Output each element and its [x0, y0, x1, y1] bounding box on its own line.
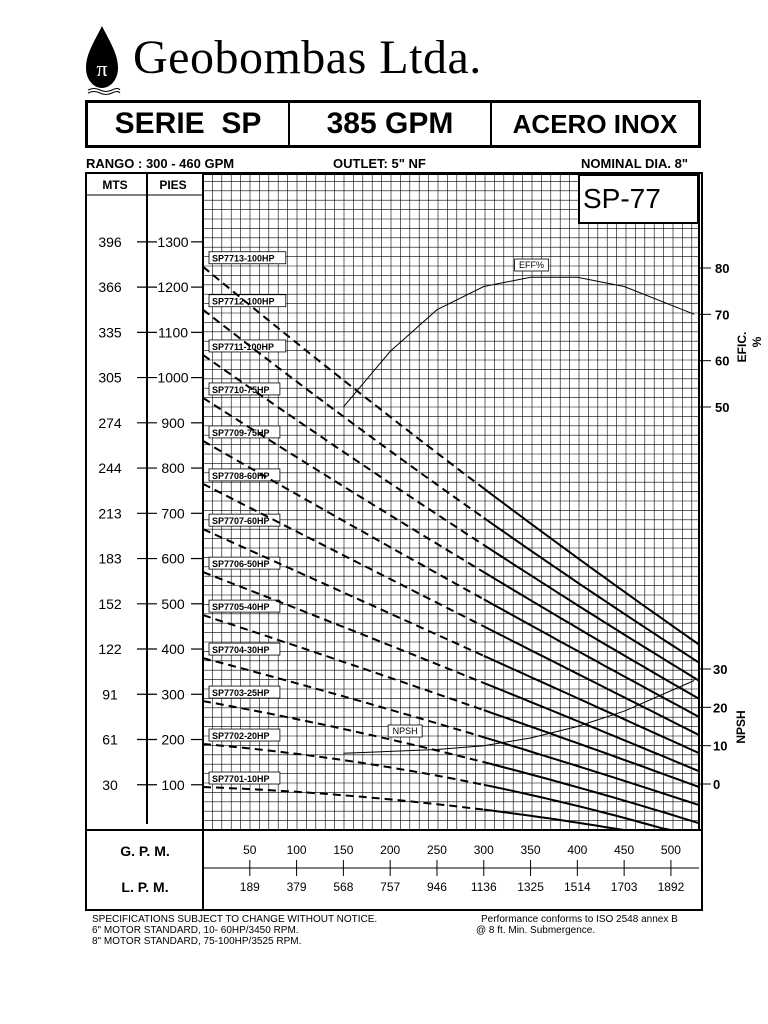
mts-tick-label: 183 — [98, 550, 122, 567]
curve-label: SP7712-100HP — [212, 296, 275, 307]
mts-tick-label: 61 — [102, 731, 118, 748]
gpm-tick-label: 200 — [380, 843, 401, 857]
curve-label: SP7711-100HP — [212, 341, 275, 352]
outlet-label: OUTLET: 5" NF — [333, 156, 426, 171]
lpm-axis-label: L. P. M. — [121, 879, 169, 895]
mts-tick-label: 152 — [98, 595, 122, 612]
mts-tick-label: 396 — [98, 233, 122, 250]
pies-tick-label: 500 — [161, 595, 185, 612]
lpm-tick-label: 1136 — [470, 880, 497, 894]
mts-tick-label: 366 — [98, 279, 122, 296]
gpm-tick-label: 350 — [520, 843, 541, 857]
gpm-tick-label: 150 — [333, 843, 354, 857]
curve-label: SP7709-75HP — [212, 427, 270, 438]
model-label: SP-77 — [583, 183, 661, 214]
head-curve-dashed — [203, 572, 484, 683]
npsh-tick-label: 0 — [713, 777, 721, 792]
lpm-tick-label: 379 — [286, 880, 307, 894]
footer-line: Performance conforms to ISO 2548 annex B — [481, 914, 678, 925]
nominal-dia-label: NOMINAL DIA. 8" — [581, 156, 689, 171]
mts-tick-label: 122 — [98, 641, 122, 658]
efficiency-curve — [343, 277, 694, 407]
footer-right — [476, 914, 678, 936]
gpm-axis-label: G. P. M. — [120, 843, 170, 859]
mts-tick-label: 274 — [98, 414, 122, 431]
flow-label: 385 GPM — [290, 103, 492, 145]
pies-tick-label: 900 — [161, 414, 185, 431]
mts-axis-label: MTS — [102, 178, 128, 192]
footer-line: 8" MOTOR STANDARD, 75-100HP/3525 RPM. — [92, 936, 302, 947]
lpm-tick-label: 1703 — [610, 880, 638, 894]
mts-tick-label: 305 — [98, 369, 122, 386]
npsh-tick-label: 20 — [713, 700, 728, 716]
title-box — [85, 100, 701, 148]
pies-tick-label: 300 — [161, 686, 185, 703]
pies-tick-label: 800 — [161, 460, 185, 477]
mts-tick-label: 30 — [102, 776, 118, 793]
efic-tick-label: 80 — [715, 261, 730, 276]
pump-curve-chart — [85, 172, 764, 912]
efic-axis-unit: % — [750, 336, 764, 348]
rango-label: RANGO : 300 - 460 GPM — [86, 156, 235, 171]
curve-label: SP7702-20HP — [212, 731, 270, 742]
pies-tick-label: 600 — [161, 550, 185, 567]
lpm-tick-label: 757 — [380, 880, 401, 894]
curve-label: SP7701-10HP — [212, 774, 270, 785]
serie-label: SERIE SP — [88, 103, 290, 145]
lpm-tick-label: 1514 — [563, 880, 591, 894]
gpm-tick-label: 100 — [286, 843, 307, 857]
curve-label: SP7713-100HP — [212, 253, 275, 264]
efic-tick-label: 50 — [715, 400, 730, 415]
lpm-tick-label: 568 — [333, 880, 354, 894]
gpm-tick-label: 300 — [473, 843, 494, 857]
npsh-axis-label: NPSH — [734, 710, 748, 744]
mts-tick-label: 91 — [102, 686, 118, 703]
head-curve-solid — [484, 599, 699, 717]
footer-line: SPECIFICATIONS SUBJECT TO CHANGE WITHOUT NOTICE. — [92, 914, 378, 925]
mts-tick-label: 244 — [98, 460, 122, 477]
gpm-tick-label: 500 — [660, 843, 681, 857]
npsh-curve-label: NPSH — [392, 726, 418, 736]
pies-axis-label: PIES — [159, 178, 187, 192]
efic-axis-label: EFIC. — [735, 331, 749, 363]
pies-tick-label: 200 — [161, 731, 185, 748]
pies-tick-label: 1200 — [157, 279, 189, 296]
gpm-tick-label: 50 — [243, 843, 257, 857]
curve-label: SP7708-60HP — [212, 470, 270, 481]
footer-line: @ 8 ft. Min. Submergence. — [476, 925, 596, 936]
head-curve-dashed — [203, 398, 484, 572]
curve-label: SP7710-75HP — [212, 384, 270, 395]
gpm-tick-label: 450 — [614, 843, 635, 857]
lpm-tick-label: 946 — [426, 880, 447, 894]
npsh-tick-label: 30 — [713, 662, 728, 677]
eff-curve-label: EFF% — [519, 260, 545, 270]
brand-name: Geobombas Ltda. — [133, 31, 482, 84]
gpm-tick-label: 400 — [567, 843, 588, 857]
footer-left — [92, 914, 377, 947]
pies-tick-label: 1100 — [157, 324, 189, 341]
pies-tick-label: 400 — [161, 641, 185, 658]
material-label: ACERO INOX — [512, 108, 678, 139]
curve-label: SP7705-40HP — [212, 602, 270, 613]
pies-tick-label: 1300 — [157, 233, 189, 250]
curve-label: SP7706-50HP — [212, 559, 270, 570]
pies-tick-label: 100 — [161, 776, 185, 793]
lpm-tick-label: 1892 — [657, 880, 685, 894]
efic-tick-label: 60 — [715, 353, 730, 369]
npsh-tick-label: 10 — [713, 738, 728, 754]
lpm-tick-label: 1325 — [517, 880, 544, 894]
head-curve-dashed — [203, 787, 484, 810]
footer-line: 6" MOTOR STANDARD, 10- 60HP/3450 RPM. — [92, 925, 299, 936]
mts-tick-label: 335 — [98, 324, 122, 341]
efic-tick-label: 70 — [715, 307, 730, 323]
lpm-tick-label: 189 — [239, 880, 260, 894]
curve-label: SP7707-60HP — [212, 516, 270, 527]
head-curve-solid — [484, 683, 699, 771]
pies-tick-label: 1000 — [157, 369, 189, 386]
logo-pi-symbol: π — [96, 56, 108, 81]
head-curve-solid — [484, 545, 699, 681]
mts-tick-label: 213 — [98, 505, 122, 522]
curve-label: SP7704-30HP — [212, 645, 270, 656]
pies-tick-label: 700 — [161, 505, 185, 522]
curve-label: SP7703-25HP — [212, 688, 270, 699]
gpm-tick-label: 250 — [426, 843, 447, 857]
head-curve-solid — [484, 518, 699, 663]
